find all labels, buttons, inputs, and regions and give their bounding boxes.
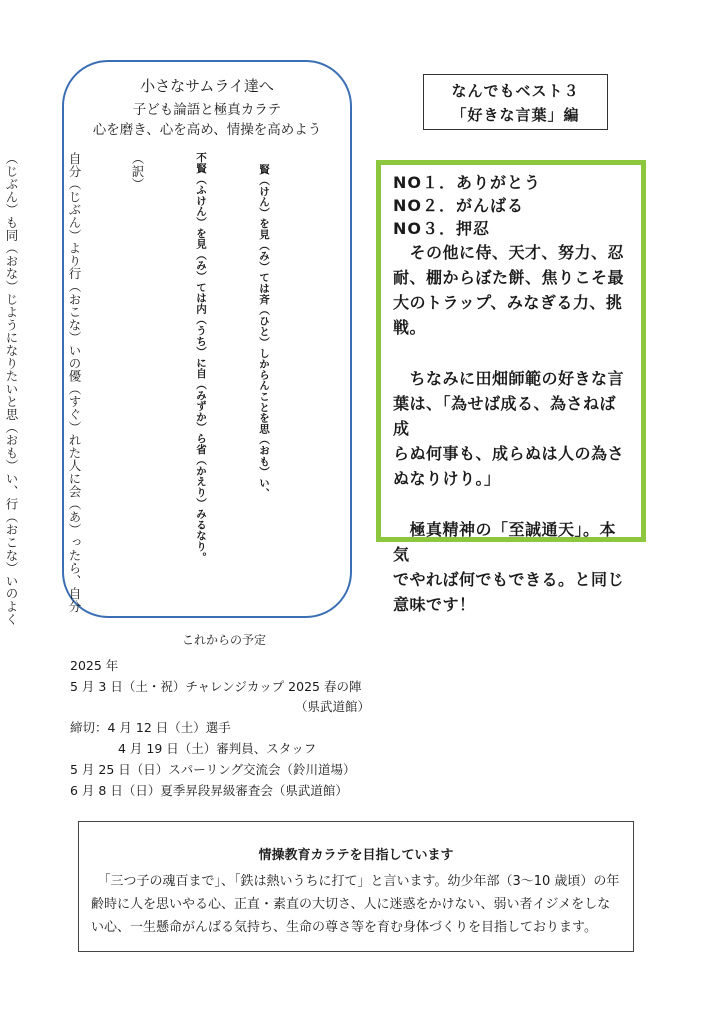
master-line: 葉は、「為せば成る、為さねば成 [393,394,617,438]
spirit-line: 極真精神の「至誠通天」。本気 [393,520,617,564]
master-line: ぬなりけり。」 [393,469,501,488]
schedule-venue: （県武道館） [295,699,371,714]
others-line: その他に侍、天才、努力、忍 [393,243,625,262]
schedule-title: これからの予定 [182,633,267,647]
education-box [78,821,634,952]
best3-subheading: 「好きな言葉」編 [451,106,580,124]
best3-header-box [423,74,608,130]
panel-subtitle: 子ども論語と極真カラテ [132,102,282,118]
panel-motto: 心を磨き、心を高め、情操を高めよう [92,122,322,138]
translation-line: （じぶん）も同（おな）じようになりたいと思（おも）い、行（おこな）いのよく [4,152,19,626]
best-item-3: NO３．押忍 [393,219,490,238]
quote-line-2: 不賢（ふけん）を見（み）ては内（うち）に自（みずか）ら省（かえり）みるなり。 [195,152,207,563]
education-line: 齢時に人を思いやる心、正直・素直の大切さ、人に迷惑をかけない、弱い者イジメをしな [91,897,611,912]
others-line: 戦。 [393,318,427,337]
others-line: 耐、棚からぼた餅、焦りこそ最 [393,268,625,287]
best3-heading: なんでもベスト３ [451,82,580,100]
panel-title: 小さなサムライ達へ [140,77,274,95]
best-item-1: NO１．ありがとう [393,173,541,192]
master-line: ちなみに田畑師範の好きな言 [393,369,625,388]
schedule-item: 5 月 3 日（土・祝）チャレンジカップ 2025 春の陣 [70,679,362,694]
education-title: 情操教育カラテを目指しています [258,848,454,863]
spirit-line: でやれば何でもできる。と同じ [393,570,625,589]
quote-line-1: 賢（けん）を見（み）ては斉（ひと）しからんことを思（おも）い、 [258,164,270,499]
translation-line: 自分（じぶん）より行（おこな）いの優（すぐ）れた人に会（あ）ったら、自分 [67,152,82,613]
education-line: い心、一生懸命がんばる気持ち、生命の尊さ等を育む身体づくりを目指しております。 [91,920,597,935]
schedule-item: 5 月 25 日（日）スパーリング交流会（鈴川道場） [70,762,356,777]
education-line: 「三つ子の魂百まで」、「鉄は熱いうちに打て」と言います。幼少年部（3～10 歳頃）の年 [91,874,620,889]
master-line: らぬ何事も、成らぬは人の為さ [393,444,625,463]
schedule-item: 締切：4 月 12 日（土）選手 [70,720,231,735]
schedule-item: 4 月 19 日（土）審判員、スタッフ [118,741,317,756]
schedule-item: 6 月 8 日（日）夏季昇段昇級審査会（県武道館） [70,783,348,798]
translation-heading: （訳） [130,152,145,191]
rongo-panel [4,60,352,626]
others-line: 大のトラップ、みなぎる力、挑 [393,293,623,312]
best-item-2: NO２．がんばる [393,196,524,215]
favorite-words-box [376,160,646,614]
spirit-line: 意味です！ [393,595,476,614]
vertical-text-block [0,152,316,652]
schedule-year: 2025 年 [70,658,119,673]
